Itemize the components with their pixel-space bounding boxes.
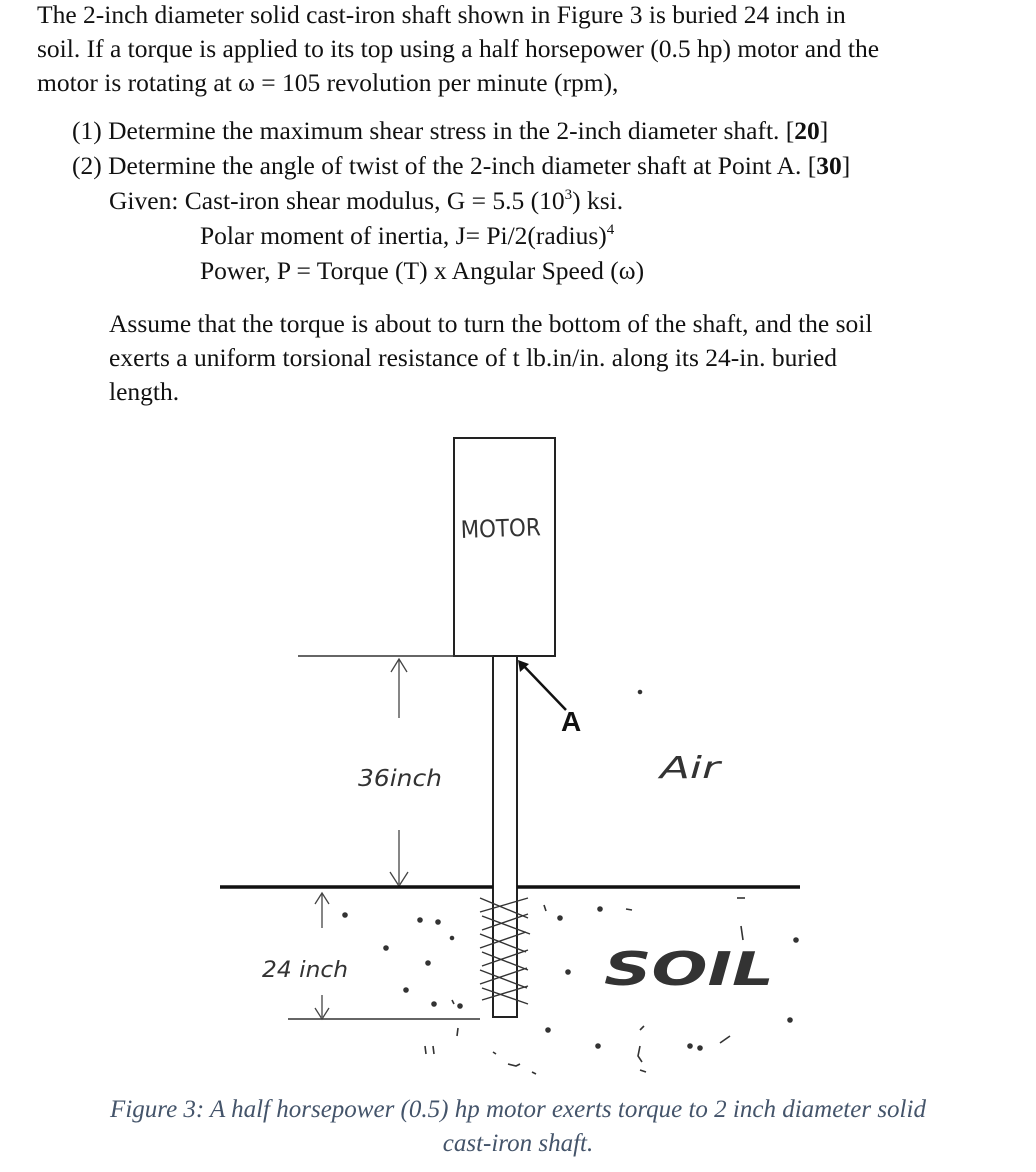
- assume-line-1: Assume that the torque is about to turn the bottom of the shaft, and the soil: [109, 309, 873, 338]
- question-1-points: 20: [794, 116, 820, 145]
- intro-line-2: soil. If a torque is applied to its top using a half horsepower (0.5 hp) motor and the: [37, 34, 880, 63]
- given-polar-moment: [200, 221, 614, 251]
- assume-line-2: exerts a uniform torsional resistance of t lb.in/in. along its 24-in. buried: [109, 343, 838, 372]
- dim-36-label: 36inch: [358, 766, 442, 792]
- dim-24-label: 24 inch: [262, 958, 348, 983]
- polar-text: Polar moment of inertia, J= Pi/2(radius): [200, 221, 607, 250]
- assume-line-3: length.: [109, 377, 180, 406]
- intro-line-1: The 2-inch diameter solid cast-iron shaft shown in Figure 3 is buried 24 inch in: [37, 0, 846, 29]
- given-shear-modulus: [109, 186, 623, 216]
- intro-line-3: motor is rotating at ω = 105 revolution per minute (rpm),: [37, 68, 619, 97]
- air-label: Air: [657, 751, 723, 786]
- question-2-points: 30: [816, 151, 842, 180]
- shaft: [493, 656, 517, 1017]
- question-1-text: (1) Determine the maximum shear stress in the 2-inch diameter shaft. [: [72, 116, 795, 145]
- question-2-text: (2) Determine the angle of twist of the 2-inch diameter shaft at Point A. [: [72, 151, 817, 180]
- shaft-figure: [0, 420, 1036, 1090]
- given-exponent: 3: [564, 187, 573, 203]
- problem-statement: [37, 0, 1022, 100]
- soil-label: SOIL: [604, 942, 774, 996]
- soil-specks: [343, 691, 798, 1075]
- given-text: Given: Cast-iron shear modulus, G = 5.5 (10: [109, 186, 565, 215]
- figure-caption: [0, 1093, 1036, 1161]
- point-a-pointer: [520, 662, 566, 710]
- motor-label: MOTOR: [460, 512, 551, 544]
- motor-box: [454, 438, 555, 656]
- given-power: Power, P = Torque (T) x Angular Speed (ω): [200, 256, 645, 285]
- question-2: (2) Determine the angle of twist of the 2-inch diameter shaft at Point A. [30]: [72, 151, 851, 180]
- given-unit: ) ksi.: [572, 186, 624, 215]
- polar-exponent: 4: [606, 222, 615, 238]
- point-a-label: A: [561, 706, 582, 737]
- question-1: (1) Determine the maximum shear stress in the 2-inch diameter shaft. [20]: [72, 116, 829, 145]
- caption-line-2: cast-iron shaft.: [442, 1130, 594, 1157]
- caption-line-1: Figure 3: A half horsepower (0.5) hp motor exerts torque to 2 inch diameter solid: [110, 1096, 926, 1123]
- assumption-paragraph: [109, 307, 989, 409]
